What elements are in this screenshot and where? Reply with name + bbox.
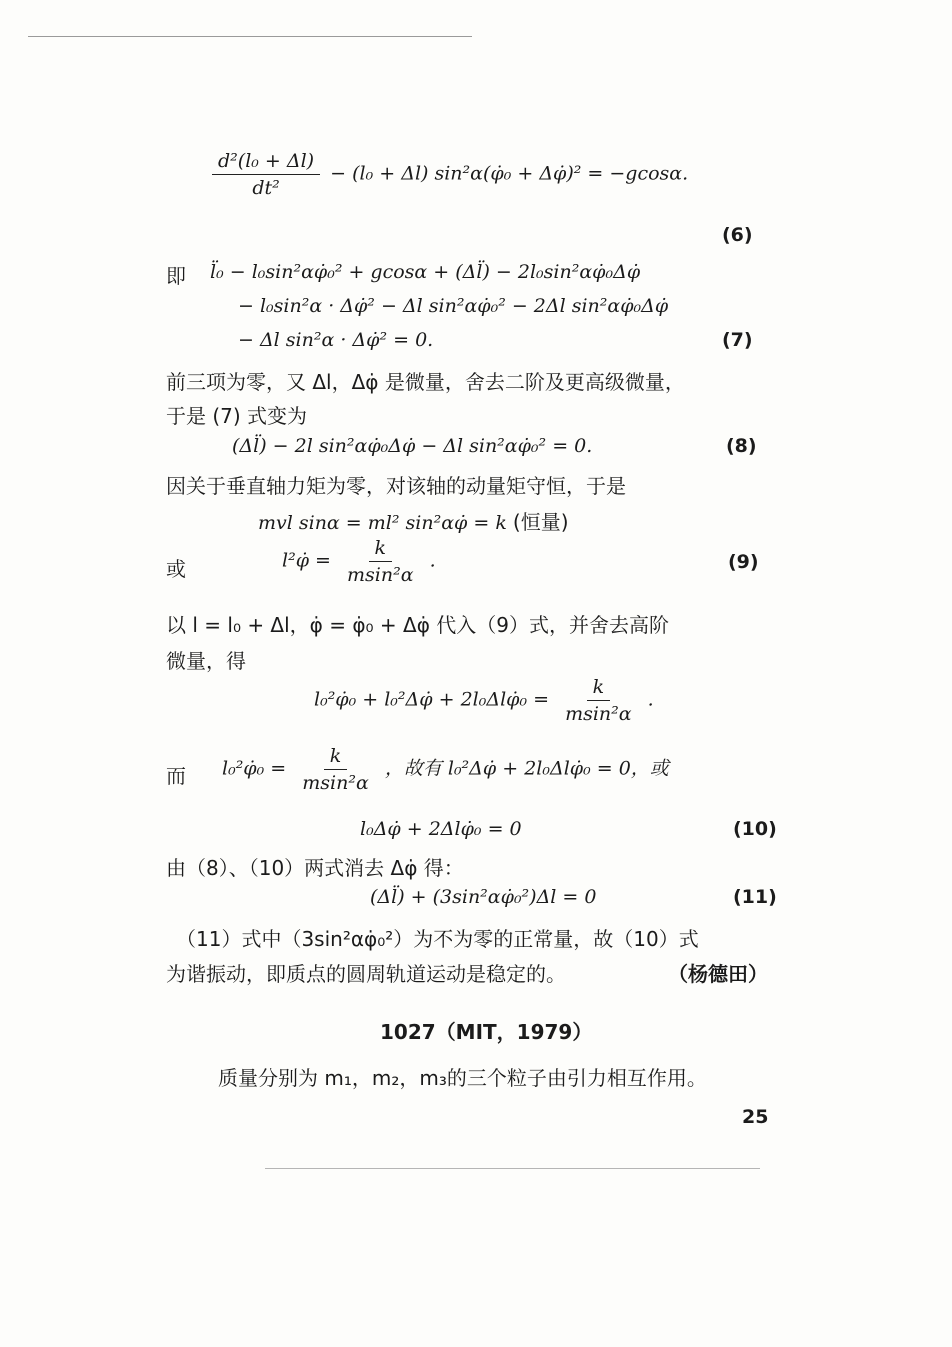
problem-text: 质量分别为 m₁，m₂，m₃的三个粒子由引力相互作用。: [218, 1066, 707, 1090]
equation-6-fraction: [212, 150, 320, 199]
equation-er: [222, 745, 669, 794]
equation-9-denominator: msin²α: [347, 564, 414, 586]
substitution-left: l₀²φ̇₀ + l₀²Δφ̇ + 2l₀Δlφ̇₀ =: [314, 688, 550, 711]
equation-9-left: l²φ̇ =: [282, 549, 331, 572]
equation-er-denominator: msin²α: [302, 772, 369, 794]
equation-er-tail: ，故有 l₀²Δφ̇ + 2l₀Δlφ̇₀ = 0，或: [384, 757, 669, 780]
equation-10: l₀Δφ̇ + 2Δlφ̇₀ = 0: [360, 818, 522, 840]
problem-heading: 1027（MIT，1979）: [380, 1020, 593, 1044]
equation-9-label: (9): [728, 551, 759, 573]
equation-11-label: (11): [733, 886, 777, 908]
equation-er-numerator: k: [324, 745, 348, 770]
substitution-denominator: msin²α: [565, 703, 632, 725]
paragraph-5-line-1: （11）式中（3sin²αφ̇₀²）为不为零的正常量，故（10）式: [176, 927, 699, 951]
substitution-fraction: [559, 676, 638, 725]
equation-11: (Δl̈) + (3sin²αφ̇₀²)Δl = 0: [370, 886, 597, 908]
paragraph-5-line-2: 为谐振动，即质点的圆周轨道运动是稳定的。: [166, 962, 566, 986]
equation-7-lead: 即: [166, 264, 186, 288]
paragraph-2: 因关于垂直轴力矩为零，对该轴的动量矩守恒，于是: [166, 474, 626, 498]
equation-6-label: (6): [722, 224, 753, 246]
equation-6-denominator: dt²: [252, 177, 280, 199]
angular-momentum-expression: mvl sinα = ml² sin²αφ̇ = k: [258, 512, 507, 534]
author-attribution: （杨德田）: [668, 962, 768, 986]
equation-er-fraction: [296, 745, 375, 794]
paragraph-3-line-2: 微量，得: [166, 649, 246, 673]
equation-10-label: (10): [733, 818, 777, 840]
substitution-end: .: [647, 688, 654, 711]
equation-6-rest: − (l₀ + Δl) sin²α(φ̇₀ + Δφ̇)² = −gcosα.: [330, 162, 689, 185]
bottom-rule: [265, 1168, 760, 1169]
angular-momentum-note: (恒量): [512, 510, 569, 534]
substitution-equation: [314, 676, 654, 725]
equation-8: (Δl̈) − 2l sin²αφ̇₀Δφ̇ − Δl sin²αφ̇₀² = 0.: [232, 435, 593, 457]
substitution-numerator: k: [587, 676, 611, 701]
paragraph-3-line-1: 以 l = l₀ + Δl，φ̇ = φ̇₀ + Δφ̇ 代入（9）式，并舍去高阶: [166, 613, 669, 637]
equation-9-lead: 或: [166, 557, 186, 581]
equation-7-label: (7): [722, 329, 753, 351]
equation-8-label: (8): [726, 435, 757, 457]
equation-9: [282, 537, 436, 586]
paragraph-1-line-2: 于是 (7) 式变为: [166, 404, 308, 428]
equation-6: [208, 150, 688, 199]
equation-9-end: .: [429, 549, 436, 572]
equation-6-numerator: d²(l₀ + Δl): [212, 150, 320, 175]
equation-7-line-1: l̈₀ − l₀sin²αφ̇₀² + gcosα + (Δl̈) − 2l₀sin²αφ̇₀Δφ̇: [210, 261, 641, 283]
paragraph-4: 由（8）、（10）两式消去 Δφ̇ 得：: [166, 856, 464, 880]
equation-9-numerator: k: [369, 537, 393, 562]
equation-9-fraction: [341, 537, 420, 586]
equation-7-line-3: − Δl sin²α · Δφ̇² = 0.: [238, 329, 434, 351]
equation-7-line-2: − l₀sin²α · Δφ̇² − Δl sin²αφ̇₀² − 2Δl sin²αφ̇₀Δφ̇: [238, 295, 669, 317]
equation-er-lead: 而: [166, 764, 186, 788]
equation-er-left: l₀²φ̇₀ =: [222, 757, 287, 780]
page-number: 25: [742, 1106, 769, 1128]
top-rule: [28, 36, 472, 37]
angular-momentum-equation: [258, 506, 569, 535]
paragraph-1-line-1: 前三项为零，又 Δl，Δφ̇ 是微量，舍去二阶及更高级微量，: [166, 370, 685, 394]
